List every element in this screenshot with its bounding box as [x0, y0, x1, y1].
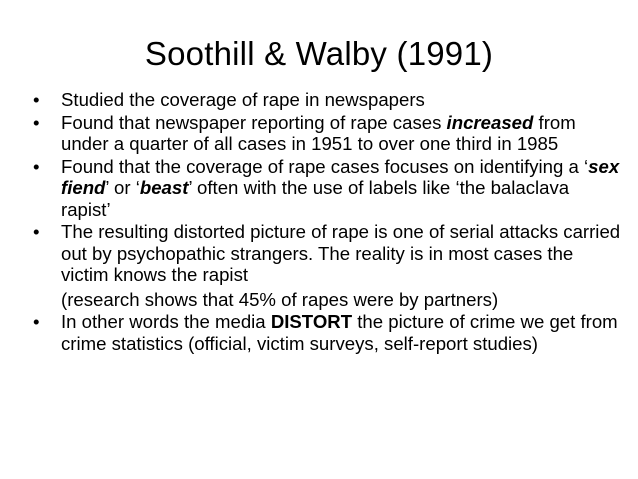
bullet-text: [61, 112, 623, 155]
bullet-text-part: from under a quarter of all cases in 1951 to over one third in 1985: [61, 111, 576, 154]
bullet-text: Studied the coverage of rape in newspapers: [61, 89, 425, 110]
bullet-text-part: Found that the coverage of rape cases focuses on identifying a ‘: [61, 155, 589, 177]
bullet-icon: •: [33, 221, 40, 242]
bullet-icon: •: [33, 311, 40, 332]
bullet-text: [61, 311, 623, 354]
bullet-text: [61, 156, 623, 221]
bullet-text: [61, 221, 623, 310]
emphasis-beast: beast: [139, 177, 189, 198]
bullet-text-part: the picture of crime we get from crime statistics (official, victim surveys, self-report studies): [61, 311, 618, 354]
bullet-icon: •: [33, 111, 40, 133]
bullet-text-research-note: (research shows that 45% of rapes were by partners): [61, 288, 499, 310]
bullet-item: [33, 311, 623, 354]
bullet-icon: •: [33, 89, 40, 110]
emphasis-increased: increased: [446, 111, 534, 133]
bullet-item: [33, 112, 623, 155]
emphasis-distort: DISTORT: [270, 311, 353, 332]
bullet-item: [33, 221, 623, 310]
emphasis-sex-fiend: sex fiend: [61, 155, 620, 198]
bullet-text-part: Found that newspaper reporting of rape cases: [61, 111, 447, 133]
bullet-text-part: In other words the media: [61, 311, 271, 332]
bullet-text-part: ’ often with the use of labels like ‘the balaclava rapist’: [61, 177, 570, 220]
bullet-icon: •: [33, 155, 40, 177]
bullet-list: [33, 89, 623, 355]
slide-title: Soothill & Walby (1991): [144, 35, 494, 72]
bullet-text-part: The resulting distorted picture of rape is one of serial attacks carried out by psychopathic strangers. The reality is in most cases the victim knows the rapist: [61, 221, 621, 285]
bullet-item: [33, 89, 623, 111]
bullet-item: [33, 156, 623, 221]
bullet-text-part: ’ or ‘: [105, 177, 140, 198]
